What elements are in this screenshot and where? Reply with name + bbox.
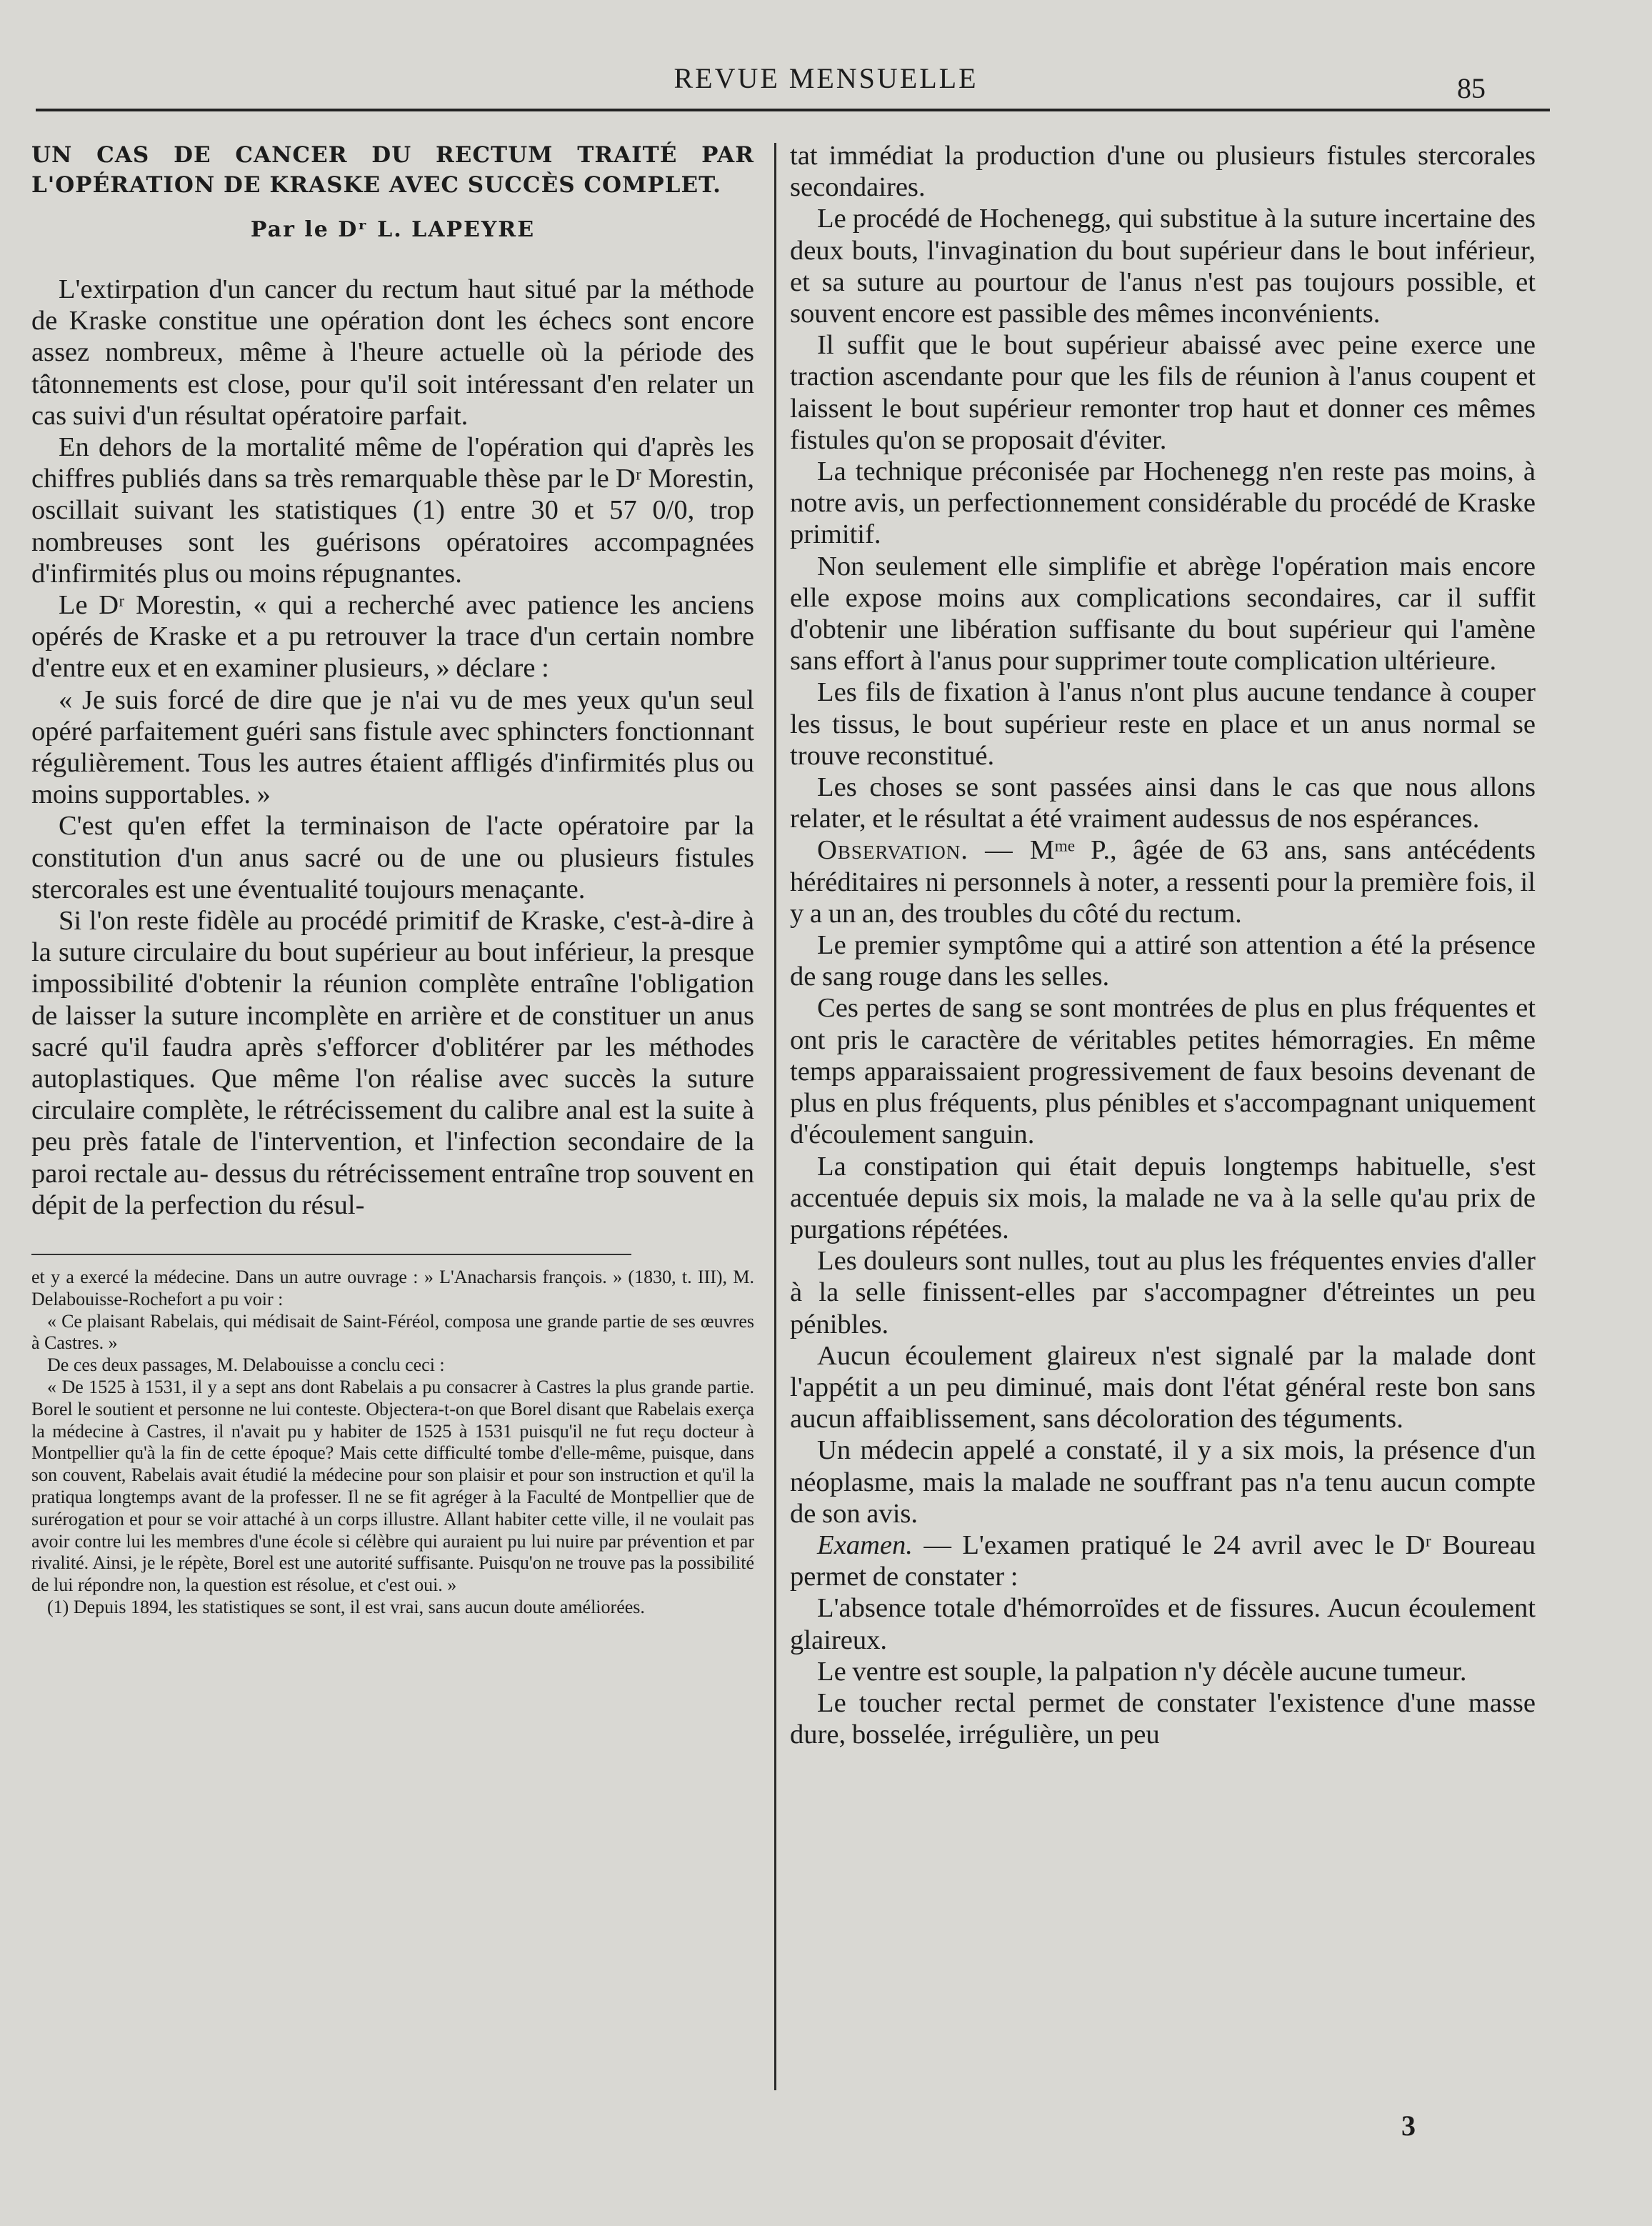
footnote: « De 1525 à 1531, il y a sept ans dont Rabelais a pu consacrer à Castres la plus grande partie. Borel le soutient et personne ne lui conteste. Objectera-t-on que Borel disant que Rabelais exerça la médecine à Castres, il n'avait pu y habiter de 1525 à 1531 puisqu'il ne fut reçu docteur à Montpellier qu'à la fin de cette époque? Mais cette difficulté tombe d'elle-même, puisque, dans son couvent, Rabelais avait étudié la médecine pour son plaisir et pour son instruction et qu'il la pratiqua longtemps avant de la professer. Il ne se fit agréger à la Faculté de Montpellier que de surérogation et pour se voir attaché à un corps illustre. Allant habiter cette ville, il ne voulait pas avoir contre lui les membres d'une école si célèbre qui auraient pu lui nuire par prévention et par rivalité. Ainsi, je le répète, Borel est une autorité suffisante. Puisqu'on ne trouve pas la possibilité de lui répondre non, la question est résolue, et c'est oui. » — [31, 1377, 754, 1596]
paragraph: Le procédé de Hochenegg, qui substitue à la suture incertaine des deux bouts, l'invagination du bout supérieur dans le bout inférieur, et sa suture au pourtour de l'anus n'est pas toujours possible, et souvent encore est passible des mêmes inconvénients. — [790, 204, 1536, 329]
observation-paragraph — [790, 834, 1536, 929]
footnote-rule — [31, 1254, 631, 1255]
footnote: et y a exercé la médecine. Dans un autre ouvrage : » L'Anacharsis françois. » (1830, t. III), M. Delabouisse-Rochefort a pu voir : — [31, 1267, 754, 1309]
sheet-number: 3 — [1401, 2110, 1416, 2142]
paragraph: Le ventre est souple, la palpation n'y décèle aucune tumeur. — [817, 1656, 1467, 1687]
paragraph: Les douleurs sont nulles, tout au plus les fréquentes envies d'aller à la selle finissent-elles par s'accompagner d'étreintes un peu pénibles. — [790, 1246, 1536, 1339]
page-number: 85 — [1457, 72, 1486, 104]
paragraph: La constipation qui était depuis longtemps habituelle, s'est accentuée depuis six mois, la malade ne va à la selle qu'au prix de purgations répétées. — [790, 1151, 1536, 1244]
observation-text: Mᵐᵉ P., âgée de 63 ans, sans antécédents héréditaires ni personnels à noter, a ressenti pour la première fois, il y a un an, des troubles du côté du rectum. — [790, 835, 1536, 929]
left-column — [31, 140, 754, 1619]
paragraph: Les fils de fixation à l'anus n'ont plus aucune tendance à couper les tissus, le bout supérieur reste en place et un anus normal se trouve reconstitué. — [790, 677, 1536, 771]
article-title: UN CAS DE CANCER DU RECTUM TRAITÉ PAR L'OPÉRATION DE KRASKE AVEC SUCCÈS COMPLET. — [31, 142, 754, 198]
footnote: « Ce plaisant Rabelais, qui médisait de Saint-Féréol, composa une grande partie de ses œuvres à Castres. » — [31, 1310, 754, 1354]
right-column — [790, 140, 1536, 1750]
paragraph: C'est qu'en effet la terminaison de l'acte opératoire par la constitution d'un anus sacré ou de une ou plusieurs fistules stercorales est une éventualité toujours menaçante. — [31, 811, 754, 904]
paragraph: Si l'on reste fidèle au procédé primitif de Kraske, c'est-à-dire à la suture circulaire du bout supérieur au bout inférieur, la presque impossibilité d'obtenir la réunion complète entraîne l'obligation de laisser la suture incomplète en arrière et de constituer un anus sacré qu'il faudra après s'efforcer d'oblitérer par les méthodes autoplastiques. Que même l'on réalise avec succès la suture circulaire complète, le rétrécissement du calibre anal est la suite à peu près fatale de l'intervention, et l'infection secondaire de la paroi rectale au- dessus du rétrécissement entraîne trop souvent en dépit de la perfection du résul- — [31, 906, 754, 1220]
paragraph: Non seulement elle simplifie et abrège l'opération mais encore elle expose moins aux complications secondaires, car il suffit d'obtenir une libération suffisante du bout supérieur qui l'amène sans effort à l'anus pour supprimer toute complication ultérieure. — [790, 551, 1536, 677]
paragraph: Le toucher rectal permet de constater l'existence d'une masse dure, bosselée, irrégulière, un peu — [790, 1687, 1536, 1750]
paragraph: tat immédiat la production d'une ou plusieurs fistules stercorales secondaires. — [790, 141, 1536, 203]
examen-paragraph — [790, 1529, 1536, 1592]
paragraph: En dehors de la mortalité même de l'opération qui d'après les chiffres publiés dans sa très remarquable thèse par le Dʳ Morestin, oscillait suivant les statistiques (1) entre 30 et 57 0/0, trop nombreuses sont les guérisons opératoires accompagnées d'infirmités plus ou moins répugnantes. — [31, 432, 754, 589]
paragraph: Un médecin appelé a constaté, il y a six mois, la présence d'un néoplasme, mais la malade ne souffrant pas n'a tenu aucun compte de son avis. — [790, 1435, 1536, 1529]
examen-text: — L'examen pratiqué le 24 avril avec le Dʳ Boureau permet de constater : — [790, 1529, 1536, 1592]
paragraph: Le Dʳ Morestin, « qui a recherché avec patience les anciens opérés de Kraske et a pu retrouver la trace d'un certain nombre d'entre eux et en examiner plusieurs, » déclare : — [31, 590, 754, 684]
footnote: De ces deux passages, M. Delabouisse a conclu ceci : — [47, 1354, 445, 1376]
paragraph: Aucun écoulement glaireux n'est signalé par la malade dont l'appétit a un peu diminué, mais dont l'état général reste bon sans aucun affaiblissement, sans décoloration des téguments. — [790, 1340, 1536, 1434]
observation-label: Observation. — — [817, 835, 1030, 866]
paragraph: La technique préconisée par Hochenegg n'en reste pas moins, à notre avis, un perfectionnement considérable du procédé de Kraske primitif. — [790, 456, 1536, 550]
examen-label: Examen. — [817, 1529, 913, 1560]
paragraph: Ces pertes de sang se sont montrées de plus en plus fréquentes et ont pris le caractère de véritables petites hémorragies. En même temps apparaissaient progressivement de faux besoins devenant de plus en plus fréquents, plus pénibles et s'accompagnant uniquement d'écoulement sanguin. — [790, 993, 1536, 1150]
column-divider — [774, 143, 776, 2090]
paragraph: Le premier symptôme qui a attiré son attention a été la présence de sang rouge dans les selles. — [790, 930, 1536, 992]
paragraph: L'extirpation d'un cancer du rectum haut situé par la méthode de Kraske constitue une opération dont les échecs sont encore assez nombreux, même à l'heure actuelle où la période des tâtonnements est close, pour qu'il soit intéressant d'en relater un cas suivi d'un résultat opératoire parfait. — [31, 274, 754, 431]
footnotes — [31, 1267, 754, 1619]
paragraph: Il suffit que le bout supérieur abaissé avec peine exerce une traction ascendante pour que les fils de réunion à l'anus coupent et laissent le bout supérieur remonter trop haut et donner ces mêmes fistules qu'on se proposait d'éviter. — [790, 330, 1536, 455]
quotation-paragraph: « Je suis forcé de dire que je n'ai vu de mes yeux qu'un seul opéré parfaitement guéri sans fistule avec sphincters fonctionnant régulièrement. Tous les autres étaient affligés d'infirmités plus ou moins supportables. » — [31, 684, 754, 810]
running-title: REVUE MENSUELLE — [674, 62, 978, 94]
paragraph: Les choses se sont passées ainsi dans le cas que nous allons relater, et le résultat a été vraiment audessus de nos espérances. — [790, 772, 1536, 834]
paragraph: L'absence totale d'hémorroïdes et de fissures. Aucun écoulement glaireux. — [790, 1593, 1536, 1655]
header-rule — [36, 109, 1550, 111]
footnote-1: (1) Depuis 1894, les statistiques se sont, il est vrai, sans aucun doute améliorées. — [47, 1597, 645, 1618]
article-byline: Par le Dʳ L. LAPEYRE — [250, 217, 536, 242]
